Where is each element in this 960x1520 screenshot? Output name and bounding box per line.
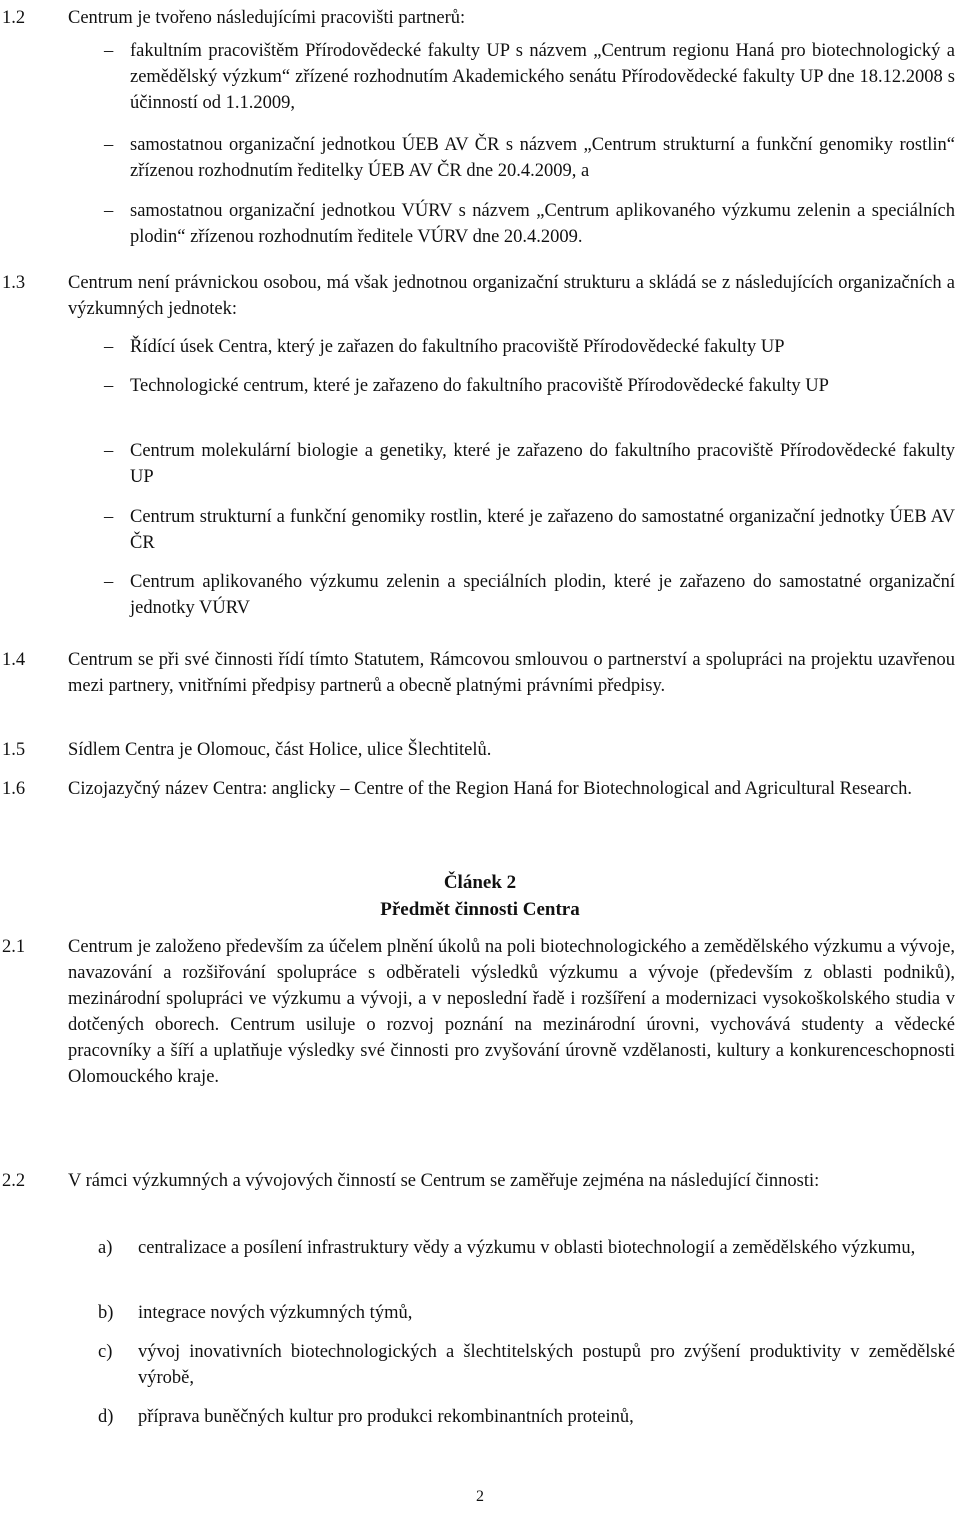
list-item-text: Centrum strukturní a funkční genomiky rostlin, které je zařazeno do samostatné organizační jednotky ÚEB AV ČR	[130, 507, 955, 553]
section-number: 1.4	[2, 650, 26, 670]
list-item-text: příprava buněčných kultur pro produkci rekombinantních proteinů,	[138, 1407, 634, 1427]
list-item-label: d)	[98, 1407, 114, 1427]
dash-bullet-icon: –	[104, 41, 114, 61]
section-text: V rámci výzkumných a vývojových činností se Centrum se zaměřuje zejména na následující činnosti:	[68, 1171, 820, 1191]
section-number: 2.2	[2, 1171, 26, 1191]
dash-bullet-icon: –	[104, 376, 114, 396]
section-number: 1.6	[2, 779, 26, 799]
dash-bullet-icon: –	[104, 572, 114, 592]
list-item-text: Centrum molekulární biologie a genetiky, které je zařazeno do fakultního pracoviště Přírodovědecké fakulty UP	[130, 441, 955, 487]
dash-bullet-icon: –	[104, 441, 114, 461]
article-subtitle: Předmět činnosti Centra	[380, 899, 580, 920]
list-item-label: a)	[98, 1238, 113, 1258]
section-number: 2.1	[2, 937, 26, 957]
dash-bullet-icon: –	[104, 135, 114, 155]
article-title: Článek 2	[443, 872, 517, 893]
section-text: Cizojazyčný název Centra: anglicky – Centre of the Region Haná for Biotechnological and Agricultural Research.	[68, 779, 913, 799]
section-text: Centrum je tvořeno následujícími pracovišti partnerů:	[68, 8, 466, 28]
list-item-text: Řídící úsek Centra, který je zařazen do fakultního pracoviště Přírodovědecké fakulty UP	[130, 337, 785, 357]
list-item-label: b)	[98, 1303, 114, 1323]
dash-bullet-icon: –	[104, 507, 114, 527]
list-item-text: integrace nových výzkumných týmů,	[138, 1303, 413, 1323]
section-text: Sídlem Centra je Olomouc, část Holice, ulice Šlechtitelů.	[68, 740, 492, 760]
page-number: 2	[476, 1488, 484, 1505]
section-number: 1.5	[2, 740, 26, 760]
dash-bullet-icon: –	[104, 337, 114, 357]
list-item-text: vývoj inovativních biotechnologických a šlechtitelských postupů pro zvýšení produktivity v zemědělské výrobě,	[138, 1342, 955, 1388]
list-item-label: c)	[98, 1342, 113, 1362]
section-number: 1.2	[2, 8, 26, 28]
list-item-text: Centrum aplikovaného výzkumu zelenin a speciálních plodin, které je zařazeno do samostatné organizační jednotky VÚRV	[130, 572, 955, 618]
list-item-text: samostatnou organizační jednotkou ÚEB AV ČR s názvem „Centrum strukturní a funkční genomiky rostlin“ zřízenou rozhodnutím ředitelky ÚEB AV ČR dne 20.4.2009, a	[130, 135, 955, 181]
section-text: Centrum se při své činnosti řídí tímto Statutem, Rámcovou smlouvou o partnerství a spolupráci na projektu uzavřenou mezi partnery, vnitřními předpisy partnerů a obecně platnými právními předpisy.	[68, 650, 955, 696]
section-text: Centrum není právnickou osobou, má však jednotnou organizační strukturu a skládá se z následujících organizačních a výzkumných jednotek:	[68, 273, 955, 319]
dash-bullet-icon: –	[104, 201, 114, 221]
list-item-text: fakultním pracovištěm Přírodovědecké fakulty UP s názvem „Centrum regionu Haná pro biotechnologický a zemědělský výzkum“ zřízené rozhodnutím Akademického senátu Přírodovědecké fakulty UP dne 18.12.2008 s účinností od 1.1.2009,	[130, 41, 955, 113]
section-number: 1.3	[2, 273, 26, 293]
list-item-text: samostatnou organizační jednotkou VÚRV s názvem „Centrum aplikovaného výzkumu zelenin a speciálních plodin“ zřízenou rozhodnutím ředitele VÚRV dne 20.4.2009.	[130, 201, 955, 247]
section-text: Centrum je založeno především za účelem plnění úkolů na poli biotechnologického a zemědělského výzkumu a vývoje, navazování a rozšiřování spolupráce s odběrateli výsledků výzkumu a vývoje (především z oblasti podniků), mezinárodní spolupráci ve výzkumu a vývoji, a v neposlední řadě i rozšíření a modernizaci vysokoškolského studia v dotčených oborech. Centrum usiluje o rozvoj poznání na mezinárodní úrovni, vychovává studenty a vědecké pracovníky a šíří a uplatňuje výsledky své činnosti pro zvyšování úrovně vzdělanosti, kultury a konkurenceschopnosti Olomouckého kraje.	[68, 937, 955, 1087]
list-item-text: centralizace a posílení infrastruktury vědy a výzkumu v oblasti biotechnologií a zemědělského výzkumu,	[138, 1238, 916, 1258]
list-item-text: Technologické centrum, které je zařazeno do fakultního pracoviště Přírodovědecké fakulty UP	[130, 376, 829, 396]
